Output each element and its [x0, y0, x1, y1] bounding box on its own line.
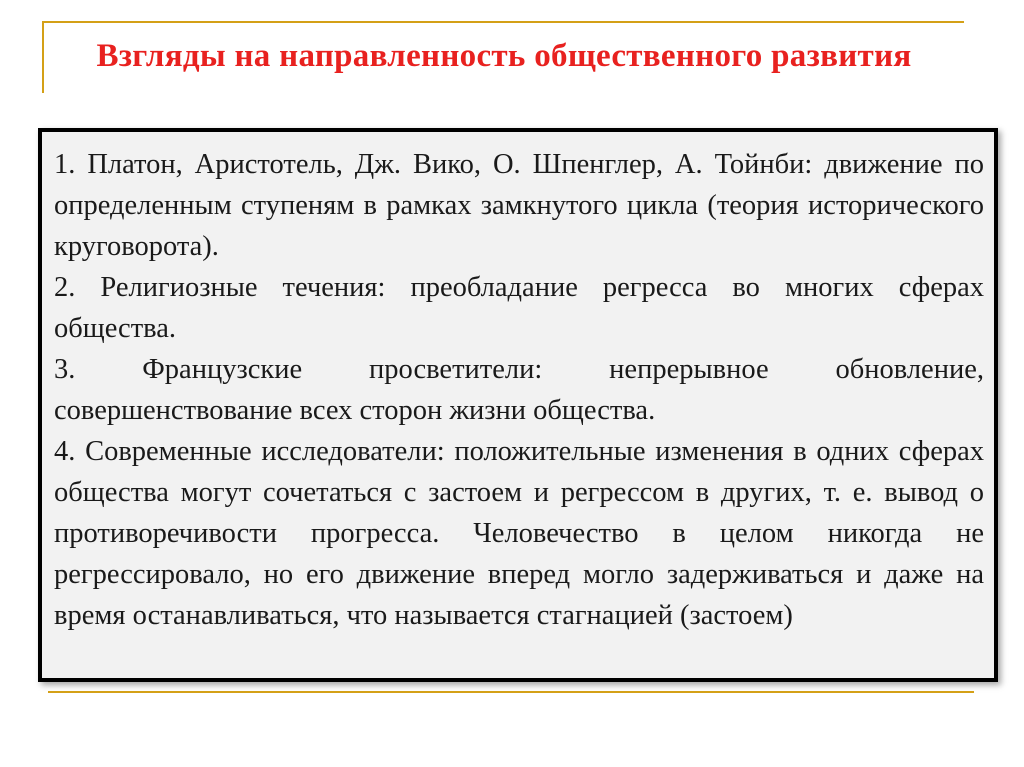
bottom-accent-line [48, 691, 974, 693]
list-item-2: 2. Религиозные течения: преобладание регресса во многих сферах общества. [54, 272, 984, 344]
list-item-1: 1. Платон, Аристотель, Дж. Вико, О. Шпенглер, А. Тойнби: движение по определенным ступеням в рамках замкнутого цикла (теория исторического круговорота). [54, 149, 984, 262]
slide-title: Взгляды на направленность общественного развития [96, 38, 912, 74]
list-item-4: 4. Современные исследователи: положительные изменения в одних сферах общества могут сочетаться с застоем и регрессом в других, т. е. вывод о противоречивости прогресса. Человечество в целом никогда не регрессировало, но его движение вперед могло задерживаться и даже на время останавливаться, что называется стагнацией (застоем) [54, 436, 984, 631]
list-item-3: 3. Французские просветители: непрерывное обновление, совершенствование всех сторон жизни общества. [54, 354, 984, 426]
top-accent-line [42, 21, 964, 23]
content-box [38, 128, 998, 682]
